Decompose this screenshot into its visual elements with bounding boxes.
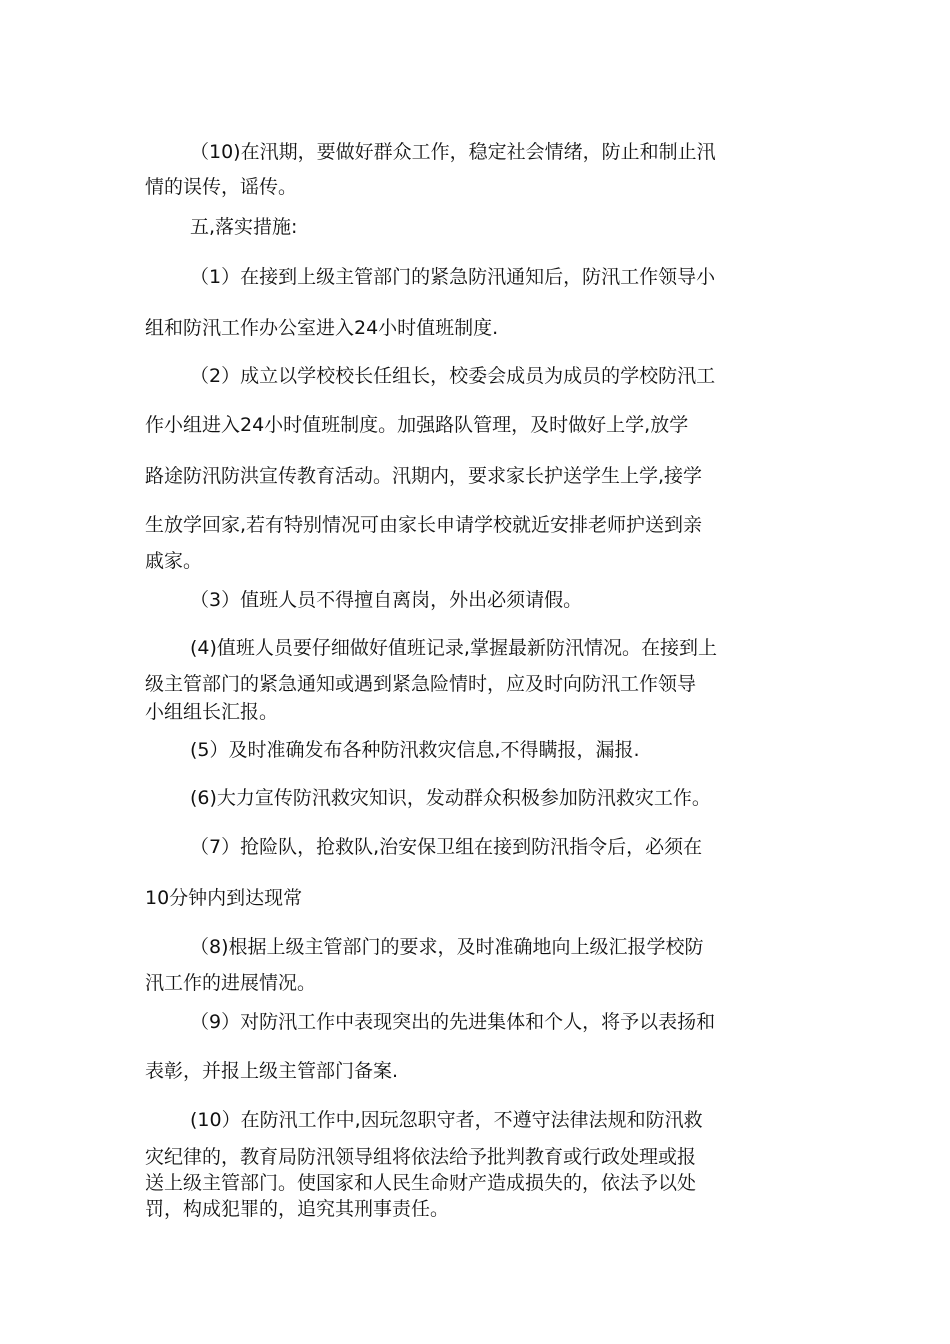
text-line: 作小组进入24小时值班制度。加强路队管理，及时做好上学,放学 (145, 414, 689, 436)
text-line: (6)大力宣传防汛救灾知识，发动群众积极参加防汛救灾工作。 (190, 787, 711, 809)
text-line: 灾纪律的，教育局防汛领导组将依法给予批判教育或行政处理或报 (145, 1146, 697, 1168)
section-heading: 五,落实措施: (190, 216, 298, 238)
text-line: （1）在接到上级主管部门的紧急防汛通知后，防汛工作领导小 (190, 266, 716, 288)
text-line: 组和防汛工作办公室进入24小时值班制度. (145, 317, 499, 339)
text-line: （9）对防汛工作中表现突出的先进集体和个人，将予以表扬和 (190, 1011, 716, 1033)
text-line: （7）抢险队，抢救队,治安保卫组在接到防汛指令后，必须在 (190, 836, 703, 858)
text-line: 戚家。 (145, 550, 203, 572)
text-line: （8)根据上级主管部门的要求，及时准确地向上级汇报学校防 (190, 936, 704, 958)
text-line: 情的误传，谣传。 (145, 176, 298, 198)
text-line: 罚，构成犯罪的，追究其刑事责任。 (145, 1198, 450, 1220)
text-line: (4)值班人员要仔细做好值班记录,掌握最新防汛情况。在接到上 (190, 637, 717, 659)
text-line: 表彰，并报上级主管部门备案. (145, 1060, 399, 1082)
text-line: (5）及时准确发布各种防汛救灾信息,不得瞒报，漏报. (190, 739, 640, 761)
text-line: (10）在防汛工作中,因玩忽职守者，不遵守法律法规和防汛救 (190, 1109, 703, 1131)
text-line: （2）成立以学校校长任组长，校委会成员为成员的学校防汛工 (190, 365, 716, 387)
text-line: 路途防汛防洪宣传教育活动。汛期内，要求家长护送学生上学,接学 (145, 465, 703, 487)
text-line: 级主管部门的紧急通知或遇到紧急险情时，应及时向防汛工作领导 (145, 673, 697, 695)
text-line: 生放学回家,若有特别情况可由家长申请学校就近安排老师护送到亲 (145, 514, 703, 536)
text-line: 汛工作的进展情况。 (145, 972, 317, 994)
text-line: （10)在汛期，要做好群众工作，稳定社会情绪，防止和制止汛 (190, 141, 716, 163)
text-line: 10分钟内到达现常 (145, 887, 303, 909)
text-line: 送上级主管部门。使国家和人民生命财产造成损失的，依法予以处 (145, 1172, 697, 1194)
text-line: （3）值班人员不得擅自离岗，外出必须请假。 (190, 589, 583, 611)
text-line: 小组组长汇报。 (145, 701, 279, 723)
